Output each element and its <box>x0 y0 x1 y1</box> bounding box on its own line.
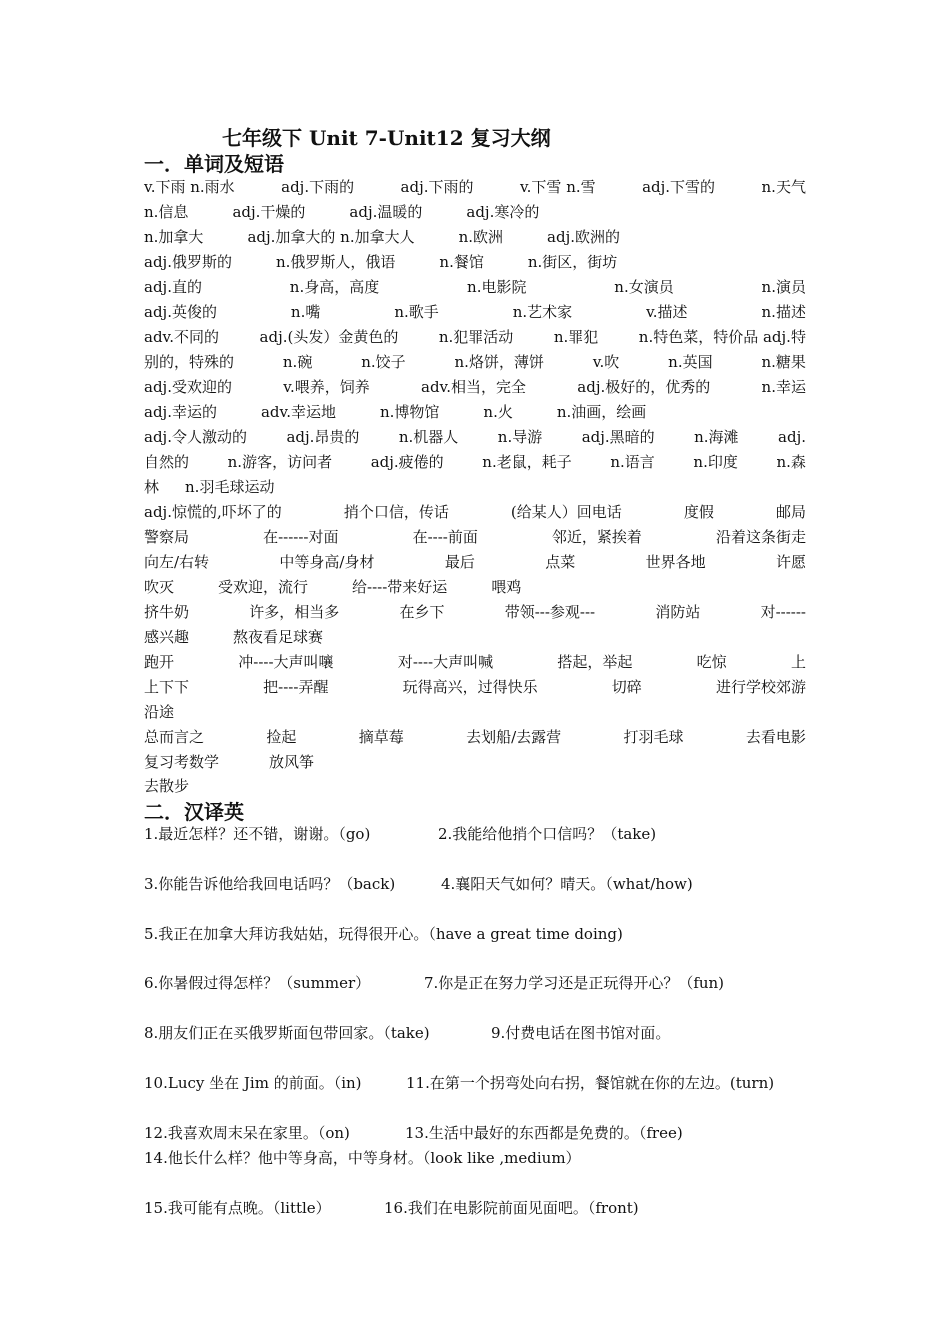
vocab-entry: n.艺术家 <box>512 303 573 321</box>
vocab-entry: 摘草莓 <box>358 728 404 746</box>
vocab-entry: 总而言之 <box>144 728 205 746</box>
translation-item: 8.朋友们正在买俄罗斯面包带回家。（take) <box>144 1024 430 1042</box>
translation-item: 10.Lucy 坐在 Jim 的前面。（in) <box>144 1074 362 1092</box>
vocab-row <box>144 351 806 373</box>
vocab-entry: n.语言 <box>610 453 655 471</box>
vocab-entry: 对------ <box>760 603 806 621</box>
vocab-row <box>144 651 806 673</box>
vocab-entry: v.描述 <box>646 303 688 321</box>
vocab-entry: v.喂养，饲养 <box>283 378 370 396</box>
vocab-entry: 复习考数学 <box>144 753 220 771</box>
vocab-row <box>144 301 806 323</box>
section-heading-vocabulary: 一．单词及短语 <box>144 152 284 176</box>
translation-item: 2.我能给他捎个口信吗？（take) <box>438 825 657 843</box>
vocab-entry: adj.令人激动的 <box>144 428 247 446</box>
vocab-entry: adj.下雪的 <box>642 178 716 196</box>
vocab-entry: 点菜 <box>545 553 576 571</box>
vocab-row <box>144 576 806 598</box>
vocab-entry: v.下雨 n.雨水 <box>144 178 235 196</box>
vocab-row <box>144 775 806 797</box>
vocab-entry: 喂鸡 <box>491 578 522 596</box>
vocab-entry: 跑开 <box>144 653 175 671</box>
section-heading-translation: 二．汉译英 <box>144 800 244 824</box>
vocab-entry: adj.惊慌的,吓坏了的 <box>144 503 282 521</box>
vocab-entry: n.碗 <box>282 353 313 371</box>
vocab-entry: 在----前面 <box>412 528 478 546</box>
vocab-entry: n.犯罪活动 <box>438 328 514 346</box>
vocab-entry: 吃惊 <box>696 653 727 671</box>
translation-item: 3.你能告诉他给我回电话吗？（back) <box>144 875 396 893</box>
vocab-entry: 许多，相当多 <box>249 603 340 621</box>
vocab-entry: adj.寒冷的 <box>466 203 540 221</box>
vocab-entry: n.欧洲 <box>458 228 504 246</box>
vocab-entry: 度假 <box>683 503 714 521</box>
vocab-entry: n.描述 <box>761 303 806 321</box>
vocab-entry: v.下雪 n.雪 <box>519 178 596 196</box>
vocab-row <box>144 601 806 623</box>
vocab-entry: 自然的 <box>144 453 190 471</box>
vocab-entry: 冲----大声叫嚷 <box>238 653 334 671</box>
vocab-entry: n.特色菜，特价品 adj.特 <box>638 328 806 346</box>
vocab-row <box>144 326 806 348</box>
vocab-row <box>144 626 806 648</box>
vocab-row <box>144 526 806 548</box>
vocab-entry: n.女演员 <box>614 278 674 296</box>
vocab-entry: 别的，特殊的 <box>144 353 235 371</box>
translation-item: 5.我正在加拿大拜访我姑姑，玩得很开心。（have a great time doing) <box>144 925 623 943</box>
vocab-entry: 向左/右转 <box>144 553 210 571</box>
vocab-entry: n.油画，绘画 <box>556 403 647 421</box>
vocab-entry: 上下下 <box>144 678 190 696</box>
vocab-entry: n.俄罗斯人，俄语 <box>275 253 396 271</box>
vocab-entry: n.海滩 <box>694 428 739 446</box>
vocab-row <box>144 451 806 473</box>
vocab-entry: v.吹 <box>592 353 620 371</box>
vocab-entry: n.饺子 <box>361 353 406 371</box>
vocab-entry: 带领---参观--- <box>504 603 596 621</box>
vocab-entry: adv.幸运地 <box>260 403 336 421</box>
vocab-entry: (给某人）回电话 <box>510 503 622 521</box>
vocab-entry: 进行学校郊游 <box>715 678 806 696</box>
vocab-entry: n.羽毛球运动 <box>185 478 275 496</box>
vocab-row <box>144 551 806 573</box>
vocab-entry: 捎个口信，传话 <box>343 503 449 521</box>
vocab-entry: adj.疲倦的 <box>370 453 444 471</box>
vocab-entry: 搭起，举起 <box>557 653 633 671</box>
vocab-entry: n.街区，街坊 <box>527 253 618 271</box>
vocab-entry: 去散步 <box>144 777 190 795</box>
translation-item: 1.最近怎样？还不错，谢谢。（go) <box>144 825 371 843</box>
vocab-entry: adj.干燥的 <box>232 203 306 221</box>
vocab-entry: 感兴趣 <box>144 628 190 646</box>
vocab-entry: 吹灭 <box>144 578 175 596</box>
vocab-entry: n.印度 <box>693 453 738 471</box>
vocab-row <box>144 226 806 248</box>
vocab-entry: adj.下雨的 <box>281 178 355 196</box>
vocab-entry: n.幸运 <box>761 378 806 396</box>
translation-item: 6.你暑假过得怎样？（summer） <box>144 974 371 992</box>
vocab-entry: n.歌手 <box>394 303 439 321</box>
vocab-row <box>144 201 806 223</box>
vocab-entry: adv.不同的 <box>144 328 220 346</box>
vocab-entry: 许愿 <box>775 553 806 571</box>
vocab-entry: 中等身高/身材 <box>279 553 375 571</box>
vocab-entry: n.餐馆 <box>439 253 484 271</box>
translation-item: 11.在第一个拐弯处向右拐，餐馆就在你的左边。(turn) <box>406 1074 775 1092</box>
vocab-entry: n.机器人 <box>398 428 459 446</box>
vocab-entry: 打羽毛球 <box>623 728 684 746</box>
vocab-entry: 熬夜看足球赛 <box>233 628 324 646</box>
vocab-entry: 受欢迎，流行 <box>218 578 309 596</box>
vocab-row <box>144 401 806 423</box>
translation-item: 13.生活中最好的东西都是免费的。（free) <box>405 1124 683 1142</box>
translation-item: 14.他长什么样？他中等身高，中等身材。（look like ,medium） <box>144 1149 581 1167</box>
vocab-entry: n.天气 <box>761 178 806 196</box>
vocab-entry: adj.加拿大的 n.加拿大人 <box>247 228 415 246</box>
vocab-row <box>144 701 806 723</box>
vocab-entry: n.信息 <box>144 203 189 221</box>
vocab-entry: 玩得高兴，过得快乐 <box>402 678 538 696</box>
vocab-entry: 邮局 <box>775 503 806 521</box>
vocab-entry: n.嘴 <box>290 303 321 321</box>
vocab-row <box>144 426 806 448</box>
vocab-entry: n.游客，访问者 <box>227 453 333 471</box>
vocab-entry: n.森 <box>776 453 806 471</box>
vocab-entry: 捡起 <box>266 728 297 746</box>
vocab-entry: n.老鼠，耗子 <box>482 453 572 471</box>
vocab-row <box>144 176 806 198</box>
vocab-entry: adj.欧洲的 <box>547 228 621 246</box>
vocab-row <box>144 751 806 773</box>
vocab-entry: 切碎 <box>611 678 642 696</box>
vocab-entry: 林 <box>144 478 160 496</box>
vocab-entry: 对----大声叫喊 <box>397 653 494 671</box>
vocab-entry: 去划船/去露营 <box>466 728 562 746</box>
vocab-entry: 挤牛奶 <box>144 603 190 621</box>
vocab-entry: adj.黑暗的 <box>581 428 655 446</box>
vocab-row <box>144 376 806 398</box>
vocab-entry: 在乡下 <box>399 603 445 621</box>
vocab-row <box>144 476 806 498</box>
vocab-entry: 沿途 <box>144 703 175 721</box>
vocab-entry: 世界各地 <box>645 553 706 571</box>
vocab-entry: 最后 <box>444 553 475 571</box>
vocab-entry: adj.直的 <box>144 278 202 296</box>
vocab-entry: n.加拿大 <box>144 228 204 246</box>
vocab-entry: adj.极好的，优秀的 <box>577 378 711 396</box>
vocab-entry: 上 <box>790 653 806 671</box>
vocab-entry: adj.温暖的 <box>349 203 423 221</box>
translation-item: 16.我们在电影院前面见面吧。（front) <box>384 1199 639 1217</box>
vocab-entry: adv.相当，完全 <box>421 378 527 396</box>
vocab-entry: n.英国 <box>668 353 713 371</box>
vocab-entry: 警察局 <box>144 528 190 546</box>
page-title: 七年级下 Unit 7-Unit12 复习大纲 <box>222 126 551 150</box>
vocab-entry: n.火 <box>483 403 513 421</box>
vocab-entry: 沿着这条街走 <box>715 528 806 546</box>
vocab-entry: 去看电影 <box>745 728 806 746</box>
vocab-entry: adj.(头发）金黄色的 <box>259 328 399 346</box>
translation-item: 15.我可能有点晚。（little） <box>144 1199 331 1217</box>
vocab-entry: 给----带来好运 <box>352 578 448 596</box>
vocab-row <box>144 251 806 273</box>
vocab-entry: n.导游 <box>497 428 543 446</box>
vocab-entry: n.烙饼，薄饼 <box>454 353 544 371</box>
vocab-entry: 放风筝 <box>269 753 315 771</box>
vocab-entry: 邻近，紧挨着 <box>551 528 642 546</box>
vocab-entry: n.糖果 <box>761 353 806 371</box>
vocab-entry: adj.英俊的 <box>144 303 217 321</box>
vocab-entry: adj.幸运的 <box>144 403 217 421</box>
vocab-entry: n.罪犯 <box>553 328 599 346</box>
vocab-row <box>144 501 806 523</box>
vocab-entry: n.博物馆 <box>379 403 440 421</box>
vocab-entry: 在------对面 <box>263 528 339 546</box>
vocab-row <box>144 276 806 298</box>
translation-item: 7.你是正在努力学习还是正玩得开心？（fun) <box>424 974 725 992</box>
vocab-row <box>144 676 806 698</box>
vocab-entry: 把----弄醒 <box>263 678 329 696</box>
vocab-entry: n.电影院 <box>467 278 527 296</box>
vocab-entry: adj.下雨的 <box>400 178 474 196</box>
vocab-entry: n.身高，高度 <box>289 278 380 296</box>
vocab-entry: adj.俄罗斯的 <box>144 253 232 271</box>
vocab-entry: 消防站 <box>655 603 701 621</box>
translation-item: 4.襄阳天气如何？晴天。（what/how) <box>441 875 693 893</box>
translation-item: 9.付费电话在图书馆对面。 <box>491 1024 671 1042</box>
translation-item: 12.我喜欢周末呆在家里。（on) <box>144 1124 350 1142</box>
vocab-entry: adj.受欢迎的 <box>144 378 232 396</box>
vocab-entry: n.演员 <box>761 278 806 296</box>
vocab-row <box>144 726 806 748</box>
vocab-entry: adj.昂贵的 <box>286 428 360 446</box>
vocab-entry: adj. <box>778 428 806 446</box>
